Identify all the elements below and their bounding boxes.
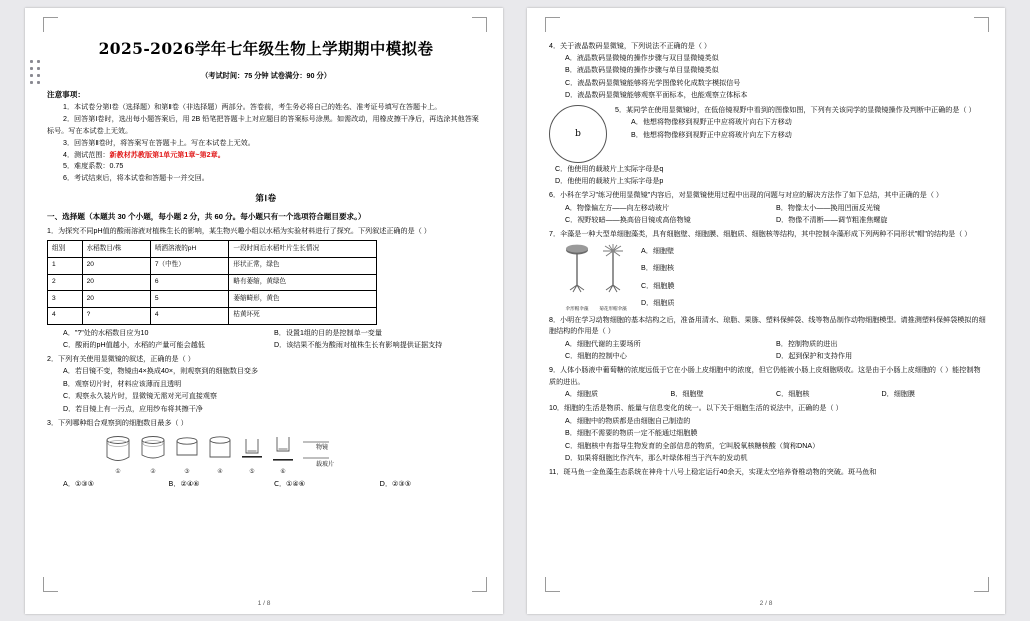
question-10-option-d: D．如果将细胞比作汽车，那么叶绿体相当于汽车的发动机: [565, 454, 748, 462]
question-9-option-c: C．细胞核: [776, 390, 810, 399]
lens-figure-item: [140, 435, 166, 477]
table-cell: 20: [82, 291, 150, 308]
question-8-options-row-1: [565, 339, 987, 350]
table-header-row: [48, 241, 377, 258]
notice-item-4-range: 新教材苏教版第1单元第1章~第2章。: [109, 150, 225, 159]
question-1-table: [47, 240, 377, 324]
field-letter: b: [575, 128, 581, 139]
question-4-option-d: D．液晶数码显微镜能够观察平面标本，也能观察立体标本: [565, 91, 748, 100]
question-3-stem: 3．下列哪种组合观察到的细胞数目最多（ ）: [47, 418, 188, 427]
lens-figure-item: [272, 435, 294, 477]
question-8-option-d: D．起到保护和支持作用: [776, 352, 853, 361]
question-3-lens-figure: [105, 434, 485, 476]
figure-callout-labels: [316, 444, 334, 470]
question-10-option-c: C．细胞核中有指导生物发育的全部信息的物质，它叫脱氧核糖核酸（简称DNA）: [565, 441, 820, 450]
algae-label-1: 伞形帽伞藻: [565, 305, 589, 311]
table-cell: 5: [150, 291, 229, 308]
figure-callout-lines: [303, 434, 373, 468]
lens-label: ①: [115, 467, 121, 475]
question-2-option-c: C．观察永久装片时，显微镜无需对光可直接观察: [63, 392, 218, 401]
question-11-stem: 11．斑马鱼一金鱼藻生态系统在神舟十八号上稳定运行40余天，实现太空培养脊椎动物的突破。斑马鱼和: [549, 467, 877, 476]
question-6-option-c: C．视野较暗——换高倍目镜或高倍物镜: [565, 216, 691, 225]
question-6-option-b: B．物像太小——换用凹面反光镜: [776, 203, 881, 212]
question-6-stem: 6．小科在学习"练习使用显微镜"内容后，对显微镜使用过程中出现的问题与对应的解决方法作了如下总结，其中正确的是（ ）: [549, 191, 944, 200]
lens-label: ④: [217, 467, 223, 475]
table-cell: 1: [48, 257, 83, 274]
question-8-option-a: A．细胞代谢的主要场所: [565, 339, 641, 348]
table-cell: 4: [48, 307, 83, 324]
lens-label: ⑥: [280, 467, 286, 475]
question-5-option-a: A．他想将物像移到视野正中应将玻片向右下方移动: [631, 118, 792, 127]
document-page-1[interactable]: [25, 8, 503, 614]
page-footer-1: 1 / 8: [257, 600, 271, 607]
question-10-stem: 10．细胞的生活是物质、能量与信息变化的统一。以下关于细胞生活的说法中，正确的是（ ）: [549, 404, 843, 413]
question-3-option-b: B．②④⑥: [168, 479, 200, 489]
question-9-options: [565, 389, 987, 400]
question-1-option-d: D．该结果不能为酸雨对植株生长有影响提供证据支持: [274, 341, 443, 349]
question-5-stem: 5．某同学在使用显微镜时，在低倍镜视野中看到的图像如图，下列有关该同学的显微镜操作及判断中正确的是（ ）: [615, 105, 976, 114]
question-7-stem: 7．伞藻是一种大型单细胞藻类，具有细胞壁、细胞膜、细胞质、细胞核等结构，其中控制伞藻形成下列两种不同形状"帽"的结构是（ ）: [549, 230, 972, 239]
question-3-option-d: D．②③⑤: [379, 479, 412, 489]
question-8-option-c: C．细胞的控制中心: [565, 352, 627, 361]
lens-figure-item: [105, 435, 131, 477]
table-cell: 4: [150, 307, 229, 324]
question-9-option-a: A．细胞质: [565, 390, 599, 399]
notice-item-6: 6．考试结束后，将本试卷和答题卡一并交回。: [63, 174, 209, 183]
question-1-option-c: C．酸雨的pH值越小，水稻的产量可能会越低: [63, 341, 205, 349]
notice-item-4: [47, 150, 485, 161]
table-col-header: 组别: [48, 241, 83, 258]
question-8-option-b: B．控制物质的进出: [776, 339, 838, 348]
question-7-option-c: C．细胞膜: [641, 281, 675, 290]
table-cell: 萎缩畸形，黄色: [229, 291, 377, 308]
question-1-options-row-2: [63, 340, 485, 351]
lens-over-slide-near-icon: [241, 435, 263, 465]
objective-lens-medium-icon: [140, 435, 166, 465]
question-5-option-c: C．他使用的载玻片上实际字母是q: [555, 164, 664, 173]
question-3-options: [63, 478, 485, 489]
question-7-option-a: A．细胞壁: [641, 246, 675, 255]
objective-lens-long-icon: [105, 435, 131, 465]
table-cell: ?: [82, 307, 150, 324]
table-cell: 6: [150, 274, 229, 291]
notice-item-2: 2．回答第Ⅰ卷时，选出每小题答案后，用 2B 铅笔把答题卡上对应题目的答案标号涂黑。如需改动，用橡皮擦干净后，再选涂其他答案标号。写在本试卷上无效。: [47, 115, 479, 135]
question-2-option-b: B．观察切片时，材料应该薄而且透明: [63, 379, 182, 388]
table-row: [48, 257, 377, 274]
notice-item-1: 1．本试卷分第Ⅰ卷（选择题）和第Ⅱ卷（非选择题）两部分。答卷前，考生务必将自己的姓名、准考证号填写在答题卡上。: [63, 103, 442, 112]
question-3-option-c: C．①④⑥: [274, 479, 306, 489]
question-9-option-b: B．细胞壁: [670, 390, 704, 399]
eyepiece-tall-icon: [208, 435, 232, 465]
question-5-option-b: B．他想将物像移到视野正中应将玻片向左下方移动: [631, 130, 792, 139]
question-9-stem: 9．人体小肠液中葡萄糖的浓度远低于它在小肠上皮细胞中的浓度，但它仍能被小肠上皮细胞吸收。这是由于小肠上皮细胞的（ ）能控制物质的进出。: [549, 366, 981, 386]
table-col-header: 水稻数目/株: [82, 241, 150, 258]
question-6-options-row-1: [565, 203, 987, 214]
document-page-2[interactable]: [527, 8, 1005, 614]
lens-figure-item: [175, 435, 199, 477]
lens-label: ②: [150, 467, 156, 475]
table-cell: 2: [48, 274, 83, 291]
question-1-options-row-1: [63, 328, 485, 339]
question-4-option-c: C．液晶数码显微镜能够将光学图像转化成数字模拟信号: [565, 78, 741, 87]
microscope-field-circle-icon: [549, 105, 607, 163]
table-cell: 略有萎缩，黄绿色: [229, 274, 377, 291]
question-7-option-d: D．细胞质: [641, 299, 675, 308]
drag-handle-dots[interactable]: [30, 60, 42, 90]
umbrella-cap-algae-icon: [563, 243, 591, 295]
table-cell: 20: [82, 257, 150, 274]
callout-label-slide: 载玻片: [316, 461, 335, 468]
question-9-option-d: D．细胞膜: [881, 390, 915, 399]
question-7-option-b: B．细胞核: [641, 264, 675, 273]
eyepiece-short-icon: [175, 435, 199, 465]
question-8-options-row-2: [565, 351, 987, 362]
table-cell: 枯黄坏死: [229, 307, 377, 324]
table-col-header: 喷洒溶液的pH: [150, 241, 229, 258]
table-cell: 20: [82, 274, 150, 291]
question-1-option-b: B．设置1组的目的是控制单一变量: [274, 328, 382, 337]
table-cell: 7（中性）: [150, 257, 229, 274]
algae-label-2: 菊花形帽伞藻: [599, 305, 627, 311]
lens-figure-item: [208, 435, 232, 477]
question-8-stem: 8．小明在学习动物细胞的基本结构之后，准备用清水、琼脂、果胨、塑料保鲜袋、线等物品制作动物细胞模型。请推测塑料保鲜袋模拟的细胞结构的作用是（ ）: [549, 315, 986, 336]
table-col-header: 一段时间后水稻叶片生长情况: [229, 241, 377, 258]
question-1-stem: 1．为探究不同pH值的酸雨溶液对植株生长的影响，某生物兴趣小组以水稻为实验材料进行了探究。下列叙述正确的是（ ）: [47, 226, 431, 235]
notice-item-3: 3．回答第Ⅱ卷时，将答案写在答题卡上。写在本试卷上无效。: [63, 138, 255, 147]
question-6-option-a: A．物像偏左方——向左移动玻片: [565, 203, 670, 212]
callout-label-objective: 物镜: [316, 444, 329, 451]
question-5-option-d: D．他使用的载玻片上实际字母是p: [555, 177, 664, 186]
question-5-block: [549, 105, 987, 163]
algae-figure-umbrella: [563, 243, 591, 312]
lens-label: ③: [184, 467, 190, 475]
notice-item-4-prefix: 4．测试范围：: [63, 150, 110, 159]
exam-info: （考试时间：75 分钟 试卷满分：90 分）: [201, 71, 331, 81]
question-2-stem: 2．下列有关使用显微镜的叙述，正确的是（ ）: [47, 354, 195, 363]
part-heading-choice: 一、选择题（本题共 30 个小题，每小题 2 分，共 60 分。每小题只有一个选项符合题目要求。）: [47, 211, 366, 221]
page-title: 2025-2026学年七年级生物上学期期中模拟卷: [98, 39, 434, 58]
lens-over-slide-far-icon: [272, 435, 294, 465]
lens-figure-item: [241, 435, 263, 477]
question-2-option-d: D．若目镜上有一污点，应用纱布将其擦干净: [63, 404, 203, 413]
question-7-block: [549, 243, 987, 312]
question-1-option-a: A．"?"处的水稻数目应为10: [63, 328, 149, 337]
page-footer-2: 2 / 8: [759, 600, 773, 607]
question-6-option-d: D．物像不清断——调节粗准焦螺旋: [776, 216, 888, 225]
question-3-option-a: A．①③⑤: [63, 479, 95, 489]
section-heading-part1: 第Ⅰ卷: [255, 192, 277, 203]
question-10-option-b: B．细胞不需要的物质一定不能通过细胞膜: [565, 429, 698, 438]
notice-heading: 注意事项：: [47, 89, 85, 99]
table-row: [48, 307, 377, 324]
question-4-stem: 4．关于液晶数码显微镜，下列说法不正确的是（ ）: [549, 41, 711, 50]
lens-label: ⑤: [249, 467, 255, 475]
table-cell: 3: [48, 291, 83, 308]
algae-figure-chrysanthemum: [599, 243, 627, 312]
table-cell: 形状正常，绿色: [229, 257, 377, 274]
table-row: [48, 291, 377, 308]
question-6-options-row-2: [565, 215, 987, 226]
question-2-option-a: A．若目镜不变，物镜由4×换成40×，则观察到的细胞数目变多: [63, 367, 259, 376]
question-4-option-b: B．液晶数码显微镜的操作步骤与单目显微镜类似: [565, 66, 719, 75]
notice-item-5: 5．难度系数：0.75: [63, 162, 124, 171]
question-4-option-a: A．液晶数码显微镜的操作步骤与双目显微镜类似: [565, 53, 719, 62]
question-10-option-a: A．细胞中的物质都是由细胞自己制造的: [565, 416, 691, 425]
chrysanthemum-cap-algae-icon: [599, 243, 627, 295]
table-row: [48, 274, 377, 291]
